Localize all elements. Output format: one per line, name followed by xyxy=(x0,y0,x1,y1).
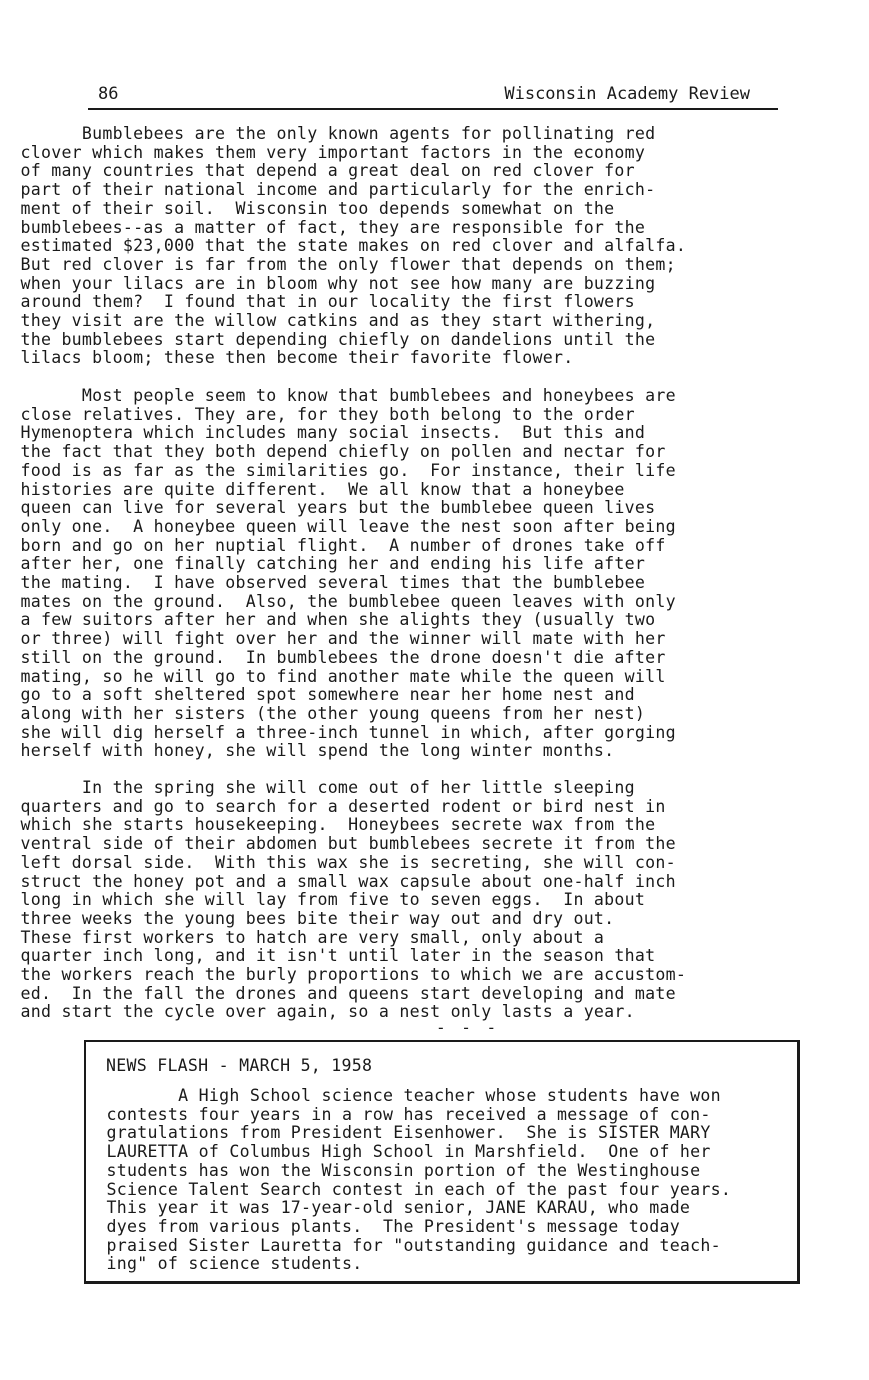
text-line: estimated $23,000 that the state makes on red clover and alfalfa. xyxy=(0,236,687,256)
text-line: of many countries that depend a great deal on red clover for xyxy=(0,161,635,181)
text-line: left dorsal side. With this wax she is secreting, she will con- xyxy=(0,852,676,872)
text-line: herself with honey, she will spend the long winter months. xyxy=(0,741,615,761)
text-line: the workers reach the burly proportions to which we are accustom- xyxy=(0,965,687,985)
text-line: the bumblebees start depending chiefly on dandelions until the xyxy=(0,329,656,349)
text-line: histories are quite different. We all know that a honeybee xyxy=(0,479,625,499)
page-number: 86 xyxy=(98,84,119,104)
text-line: ed. In the fall the drones and queens start developing and mate xyxy=(0,983,676,1003)
text-line: long in which she will lay from five to seven eggs. In about xyxy=(0,890,646,910)
text-line: quarter inch long, and it isn't until later in the season that xyxy=(0,946,656,966)
news-line: This year it was 17-year-old senior, JANE KARAU, who made xyxy=(86,1198,691,1218)
journal-title: Wisconsin Academy Review xyxy=(504,84,750,104)
text-line: they visit are the willow catkins and as they start withering, xyxy=(0,311,656,331)
article-paragraph-2 xyxy=(0,387,869,761)
text-line: mating, so he will go to find another mate while the queen will xyxy=(0,666,666,686)
text-line: or three) will fight over her and the winner will mate with her xyxy=(0,629,666,649)
text-line: only one. A honeybee queen will leave the nest soon after being xyxy=(0,516,676,536)
text-line: food is as far as the similarities go. For instance, their life xyxy=(0,460,676,480)
news-line: praised Sister Lauretta for "outstanding guidance and teach- xyxy=(86,1235,721,1255)
text-line: struct the honey pot and a small wax capsule about one-half inch xyxy=(0,871,676,891)
text-line: the mating. I have observed several times that the bumblebee xyxy=(0,573,646,593)
text-line: These first workers to hatch are very small, only about a xyxy=(0,927,605,947)
text-line: Hymenoptera which includes many social insects. But this and xyxy=(0,423,646,443)
text-line: a few suitors after her and when she alights they (usually two xyxy=(0,610,656,630)
news-line: A High School science teacher whose students have won xyxy=(86,1086,721,1105)
text-line: clover which makes them very important factors in the economy xyxy=(0,142,646,162)
text-line: quarters and go to search for a deserted rodent or bird nest in xyxy=(0,796,666,816)
text-line: ventral side of their abdomen but bumblebees secrete it from the xyxy=(0,834,676,854)
text-line: the fact that they both depend chiefly on pollen and nectar for xyxy=(0,442,666,462)
text-line: lilacs bloom; these then become their favorite flower. xyxy=(0,348,574,368)
text-line: she will dig herself a three-inch tunnel in which, after gorging xyxy=(0,722,676,742)
text-line: ment of their soil. Wisconsin too depends somewhat on the xyxy=(0,198,615,218)
text-line: along with her sisters (the other young queens from her nest) xyxy=(0,703,646,723)
page-header xyxy=(88,82,778,110)
text-line: when your lilacs are in bloom why not see how many are buzzing xyxy=(0,273,656,293)
text-line: Bumblebees are the only known agents for pollinating red xyxy=(0,124,656,143)
article-paragraph-1 xyxy=(0,125,869,368)
text-line: still on the ground. In bumblebees the drone doesn't die after xyxy=(0,647,666,667)
news-line: LAURETTA of Columbus High School in Marshfield. One of her xyxy=(86,1142,711,1162)
news-line: ing" of science students. xyxy=(86,1254,363,1274)
text-line: But red clover is far from the only flower that depends on them; xyxy=(0,254,676,274)
section-separator: - - - xyxy=(436,1018,500,1037)
news-flash-body xyxy=(86,1087,802,1274)
text-line: after her, one finally catching her and ending his life after xyxy=(0,554,646,574)
text-line: which she starts housekeeping. Honeybees secrete wax from the xyxy=(0,815,656,835)
text-line: born and go on her nuptial flight. A number of drones take off xyxy=(0,535,666,555)
news-flash-box xyxy=(84,1040,800,1284)
news-flash-heading: NEWS FLASH - MARCH 5, 1958 xyxy=(106,1056,373,1075)
text-line: around them? I found that in our locality the first flowers xyxy=(0,292,635,312)
text-line: close relatives. They are, for they both belong to the order xyxy=(0,404,635,424)
news-line: students has won the Wisconsin portion of the Westinghouse xyxy=(86,1160,701,1180)
news-line: Science Talent Search contest in each of the past four years. xyxy=(86,1179,732,1199)
text-line: part of their national income and particularly for the enrich- xyxy=(0,180,656,200)
text-line: three weeks the young bees bite their way out and dry out. xyxy=(0,908,615,928)
text-line: mates on the ground. Also, the bumblebee queen leaves with only xyxy=(0,591,676,611)
text-line: bumblebees--as a matter of fact, they are responsible for the xyxy=(0,217,646,237)
text-line: go to a soft sheltered spot somewhere near her home nest and xyxy=(0,685,635,705)
text-line: and start the cycle over again, so a nest only lasts a year. xyxy=(0,1002,635,1022)
text-line: Most people seem to know that bumblebees and honeybees are xyxy=(0,386,676,405)
news-line: contests four years in a row has received a message of con- xyxy=(86,1104,711,1124)
text-line: In the spring she will come out of her little sleeping xyxy=(0,778,635,797)
text-line: queen can live for several years but the bumblebee queen lives xyxy=(0,498,656,518)
news-line: dyes from various plants. The President's message today xyxy=(86,1216,680,1236)
news-line: gratulations from President Eisenhower. She is SISTER MARY xyxy=(86,1123,711,1143)
article-paragraph-3 xyxy=(0,779,869,1022)
